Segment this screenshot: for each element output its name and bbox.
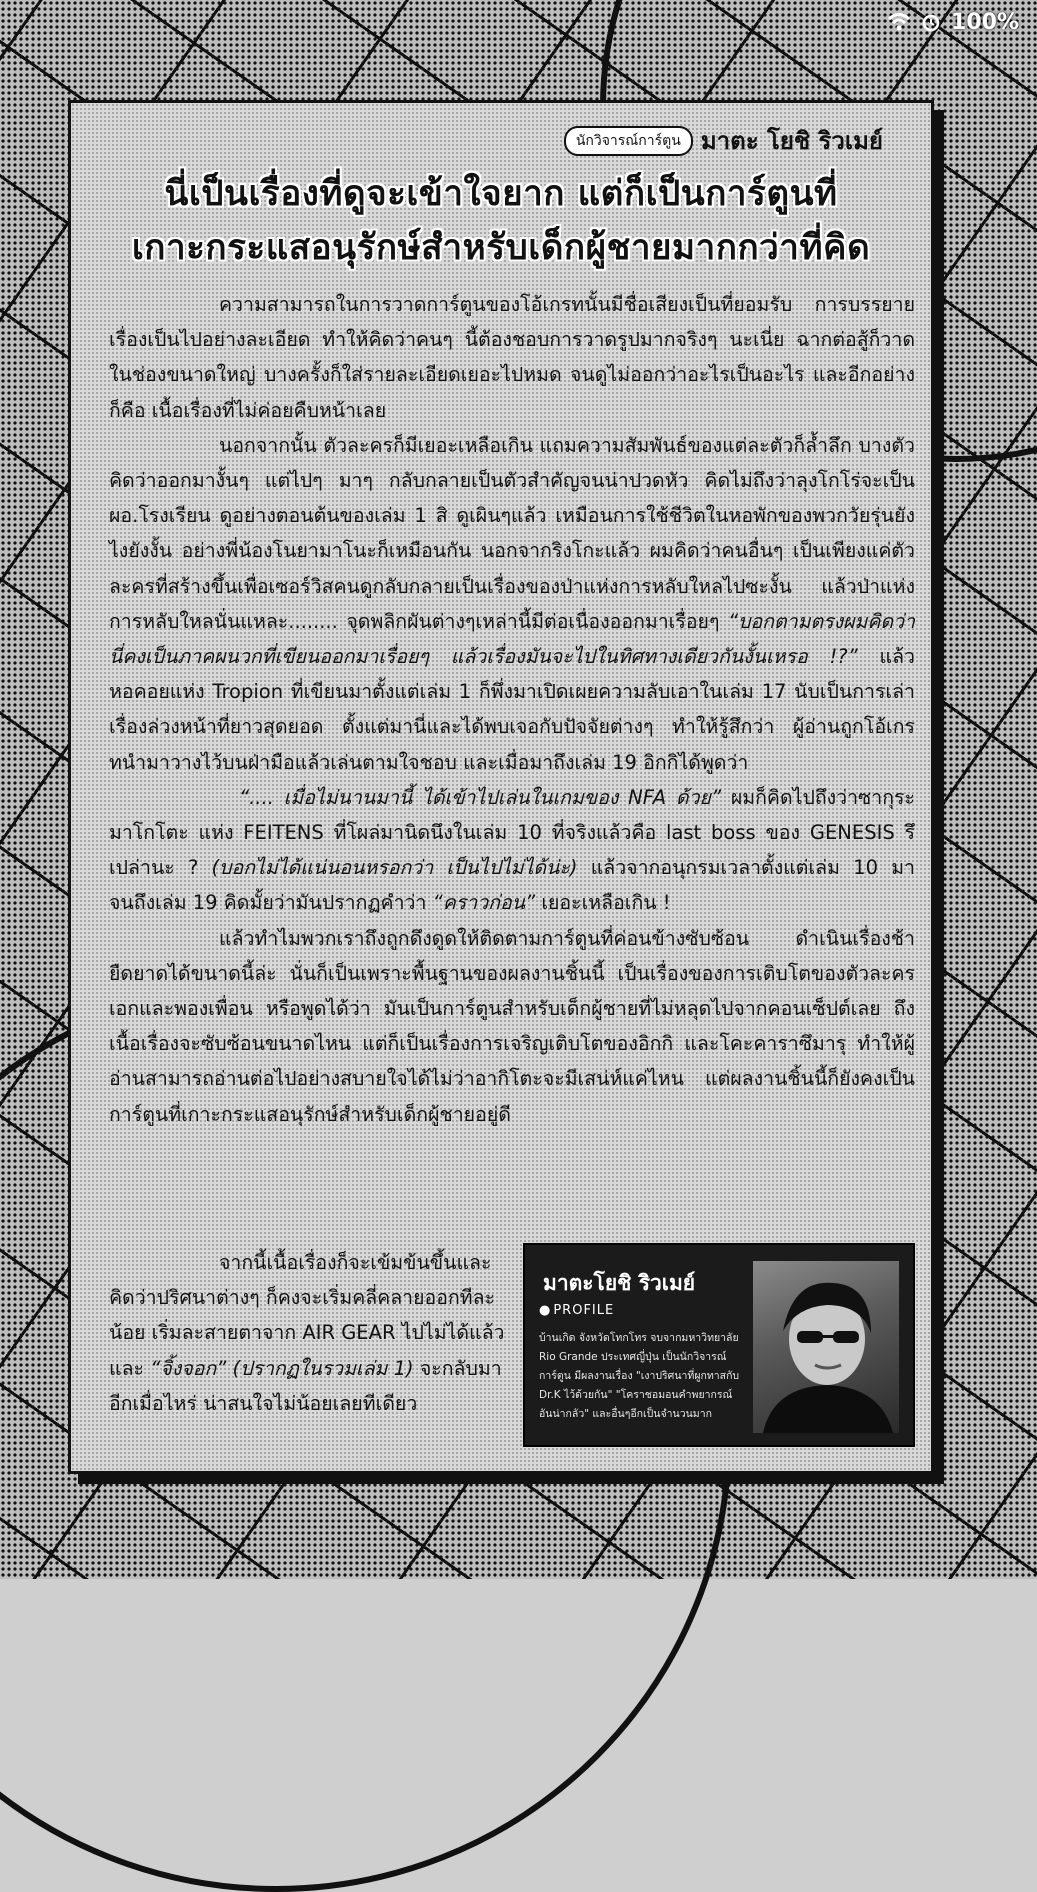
headline-line-1: นี่เป็นเรื่องที่ดูจะเข้าใจยาก แต่ก็เป็นการ์ตูนที่	[164, 174, 838, 214]
author-profile-box	[523, 1243, 915, 1447]
paragraph-2-text-a: นอกจากนั้น ตัวละครก็มีเยอะเหลือเกิน แถมความสัมพันธ์ของแต่ละตัวก็ล้ำลึก บางตัวคิดว่าออกมางั้นๆ แต่ไปๆ มาๆ กลับกลายเป็นตัวสำคัญจนน่าปวดหัว คิดไม่ถึงว่าลุงโกโร่จะเป็นผอ.โรงเรียน ดูอย่างตอนต้นของเล่ม 1 สิ ดูเผินๆแล้ว เหมือนการใช้ชีวิตในหอพักของพวกวัยรุ่นยังไงยังงั้น อย่างพี่น้องโนยามาโนะก็เหมือนกัน นอกจากริงโกะแล้ว ผมคิดว่าคนอื่นๆ เป็นเพียงแค่ตัวละครที่สร้างขึ้นเพื่อเซอร์วิสคนดูกลับกลายเป็นเรื่องของป่าแห่งการหลับใหลไปซะงั้น แล้วป่าแห่งการหลับใหลนั่นแหละ........ จุดพลิกผันต่างๆเหล่านี้มีต่อเนื่องออกมาเรื่อยๆ	[109, 433, 915, 633]
battery-percentage: 100%	[951, 9, 1019, 35]
author-portrait-photo	[753, 1261, 899, 1433]
author-name: มาตะ โยชิ ริวเมย์	[700, 127, 883, 155]
profile-name: มาตะโยชิ ริวเมย์	[543, 1271, 696, 1295]
paragraph-1: ความสามารถในการวาดการ์ตูนของโอ้เกรทนั้นมีชื่อเสียงเป็นที่ยอมรับ การบรรยายเรื่องเป็นไปอย่างละเอียด ทำให้คิดว่าคนๆ นี้ต้องชอบการวาดรูปมากจริงๆ นะเนี่ย ฉากต่อสู้ก็วาดในช่องขนาดใหญ่ บางครั้งก็ใส่รายละเอียดเยอะไปหมด จนดูไม่ออกว่าอะไรเป็นอะไร และอีกอย่างก็คือ เนื้อเรื่องที่ไม่ค่อยคืบหน้าเลย	[109, 293, 915, 422]
paragraph-5-quote: “จิ้งจอก” (ปรากฏในรวมเล่ม 1)	[150, 1356, 414, 1380]
paragraph-3-quoted-word: “คราวก่อน”	[432, 891, 536, 915]
article-panel	[68, 100, 934, 1474]
paragraph-2-text-b: แล้วหอคอยแห่ง Tropion ที่เขียนมาตั้งแต่เล่ม 1 ก็พึ่งมาเปิดเผยความลับเอาในเล่ม 17 นับเป็นการเล่าเรื่องล่วงหน้าที่ยาวสุดยอด ตั้งแต่มานี่และได้พบเจอกับปัจจัยต่างๆ ทำให้รู้สึกว่า ผู้อ่านถูกโอ้เกรทนำมาวางไว้บนฝ่ามือแล้วเล่นตามใจชอบ และเมื่อมาถึงเล่ม 19 อิกกิได้พูดว่า	[109, 645, 915, 774]
paragraph-3-text-c: เยอะเหลือเกิน !	[535, 891, 671, 915]
paragraph-3-parenthetical: (บอกไม่ได้แน่นอนหรอกว่า เป็นไปไม่ได้น่ะ)	[211, 856, 578, 880]
paragraph-4: แล้วทำไมพวกเราถึงถูกดึงดูดให้ติดตามการ์ตูนที่ค่อนข้างซับซ้อน ดำเนินเรื่องช้ายืดยาดได้ขนาดนี้ล่ะ นั่นก็เป็นเพราะพื้นฐานของผลงานชิ้นนี้ เป็นเรื่องของการเติบโตของตัวละครเอกและพองเพื่อน หรือพูดได้ว่า มันเป็นการ์ตูนสำหรับเด็กผู้ชายที่ไม่หลุดไปจากคอนเซ็ปต์เลย ถึงเนื้อเรื่องจะซับซ้อนขนาดไหน แต่ก็เป็นเรื่องการเจริญเติบโตของอิกกิ และโคะคาราซึมารุ ทำให้ผู้อ่านสามารถอ่านต่อไปอย่างสบายใจได้ไม่ว่าอากิโตะจะมีเสน่ห์แค่ไหน แต่ผลงานชิ้นนี้ก็ยังคงเป็นการ์ตูนที่เกาะกระแสอนุรักษ์สำหรับเด็กผู้ชายอยู่ดี	[109, 926, 915, 1126]
paragraph-2-quote: “บอกตามตรงผมคิดว่านี่คงเป็นภาคผนวกที่เขียนออกมาเรื่อยๆ แล้วเรื่องมันจะไปในทิศทางเดียวกันงั้นเหรอ !?”	[109, 609, 915, 669]
article-body	[109, 287, 915, 1132]
status-bar	[0, 0, 1037, 44]
paragraph-3	[109, 780, 915, 921]
byline	[564, 121, 883, 160]
alarm-icon	[921, 12, 941, 32]
paragraph-2	[109, 428, 915, 780]
headline-line-2: เกาะกระแสอนุรักษ์สำหรับเด็กผู้ชายมากกว่าที่คิด	[131, 228, 871, 268]
paragraph-3-quote: “.... เมื่อไม่นานมานี้ ได้เข้าไปเล่นในเกมของ NFA ด้วย”	[239, 785, 722, 809]
paragraph-3-text-b: แล้วจากอนุกรมเวลาตั้งแต่เล่ม 10 มาจนถึงเล่ม 19 คิดมั้ยว่ามันปรากฏคำว่า	[109, 856, 915, 915]
closing-paragraph	[109, 1245, 505, 1421]
profile-tag: ● PROFILE	[539, 1303, 614, 1318]
paragraph-5-text-a: จากนี้เนื้อเรื่องก็จะเข้มข้นขึ้นและคิดว่าปริศนาต่างๆ ก็คงจะเริ่มคลี่คลายออกทีละน้อย เริ่มละสายตาจาก AIR GEAR ไปไม่ได้แล้วและ	[109, 1251, 505, 1380]
article-headline	[91, 167, 911, 275]
profile-bio: บ้านเกิด จังหวัดโทกโทร จบจากมหาวิทยาลัย Rio Grande ประเทศญี่ปุ่น เป็นนักวิจารณ์การ์ตูน มีผลงานเรื่อง "เงาปริศนาที่ผูกทาสกับ Dr.K ไว้ด้วยกัน" "โคราชอมอนคำพยากรณ์อันน่ากลัว" และอื่นๆอีกเป็นจำนวนมาก	[539, 1332, 740, 1420]
paragraph-5-text-b: จะกลับมาอีกเมื่อไหร่ น่าสนใจไม่น้อยเลยทีเดียว	[109, 1356, 502, 1415]
wifi-icon	[887, 12, 911, 32]
paragraph-3-text-a: ผมก็คิดไปถึงว่าซากุระมาโกโตะ แห่ง FEITENS ที่โผล่มานิดนึงในเล่ม 10 ที่จริงแล้วคือ last boss ของ GENESIS รึเปล่านะ ?	[109, 785, 915, 880]
paragraph-5	[109, 1245, 505, 1421]
critic-role-badge: นักวิจารณ์การ์ตูน	[564, 126, 693, 156]
